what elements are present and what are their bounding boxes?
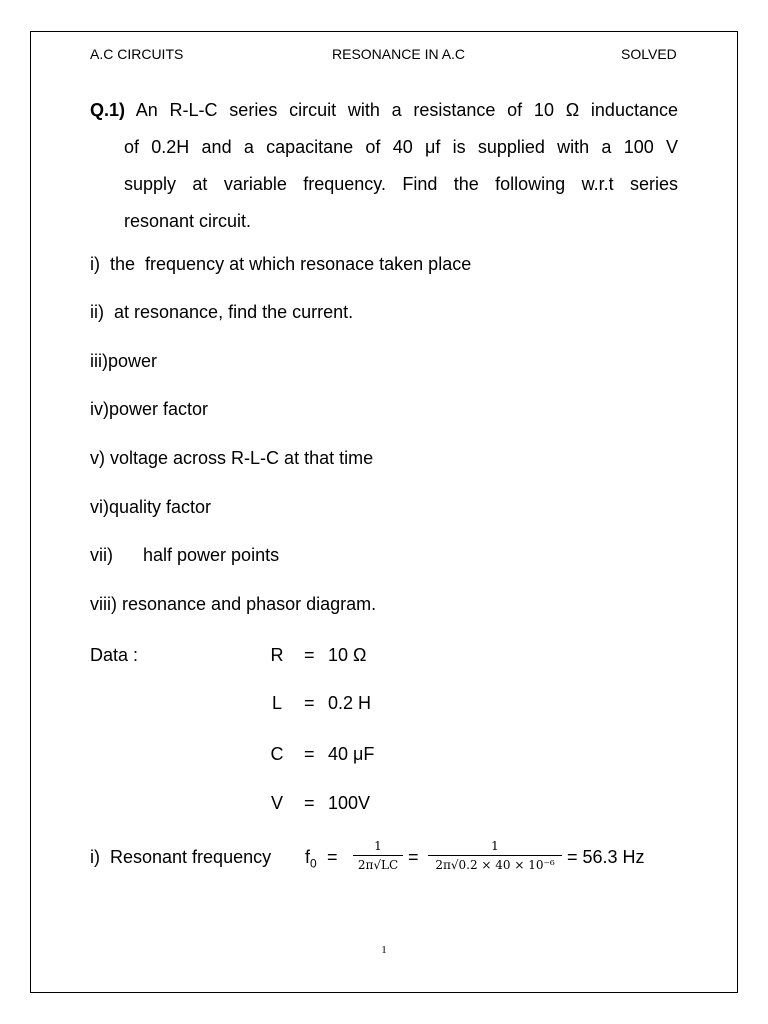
data-equals: = — [304, 645, 315, 665]
list-item: ii) at resonance, find the current. — [90, 302, 354, 322]
list-item: viii) resonance and phasor diagram. — [90, 594, 377, 614]
list-item: vi)quality factor — [90, 497, 212, 517]
question-number: Q.1) — [90, 100, 126, 120]
data-equals: = — [304, 744, 315, 764]
equals-sign: = — [327, 847, 338, 867]
answer-result: = 56.3 Hz — [567, 847, 645, 867]
list-item: v) voltage across R-L-C at that time — [90, 448, 374, 468]
f-subscript: 0 — [310, 856, 317, 871]
answer-label: i) Resonant frequency — [90, 847, 272, 867]
fraction-denominator: 2π√0.2 × 40 × 10⁻⁶ — [435, 858, 555, 872]
data-value: 0.2 H — [328, 693, 372, 713]
fraction-substituted — [428, 839, 562, 872]
header-right: SOLVED — [621, 46, 677, 62]
fraction-formula — [353, 839, 403, 872]
question-line-2: of 0.2H and a capacitane of 40 μf is supplied with a 100 V — [124, 137, 678, 157]
data-equals: = — [304, 693, 315, 713]
data-symbol: C — [270, 744, 284, 764]
question-text — [90, 92, 678, 240]
f0-symbol — [305, 847, 317, 871]
question-line-1: An R-L-C series circuit with a resistance of 10 Ω inductance — [135, 100, 678, 120]
list-item: vii) half power points — [90, 545, 280, 565]
data-equals: = — [304, 793, 315, 813]
fraction-numerator: 1 — [353, 839, 403, 856]
data-value: 40 μF — [328, 744, 375, 764]
equals-sign: = — [408, 847, 419, 867]
fraction-denominator: 2π√LC — [357, 858, 399, 872]
data-symbol: V — [270, 793, 283, 813]
data-value: 10 Ω — [328, 645, 367, 665]
f-symbol: f — [305, 847, 311, 867]
list-item: iv)power factor — [90, 399, 209, 419]
page-number: 1 — [381, 944, 387, 956]
data-symbol: R — [270, 645, 284, 665]
question-line-4: resonant circuit. — [124, 211, 252, 231]
question-line-3: supply at variable frequency. Find the following w.r.t series — [124, 174, 678, 194]
data-label: Data : — [90, 645, 139, 665]
data-symbol: L — [271, 693, 282, 713]
fraction-numerator: 1 — [428, 839, 562, 856]
list-item: i) the frequency at which resonace taken place — [90, 254, 472, 274]
header-left: A.C CIRCUITS — [90, 46, 184, 62]
list-item: iii)power — [90, 351, 158, 371]
header-center: RESONANCE IN A.C — [332, 46, 466, 62]
data-value: 100V — [328, 793, 371, 813]
